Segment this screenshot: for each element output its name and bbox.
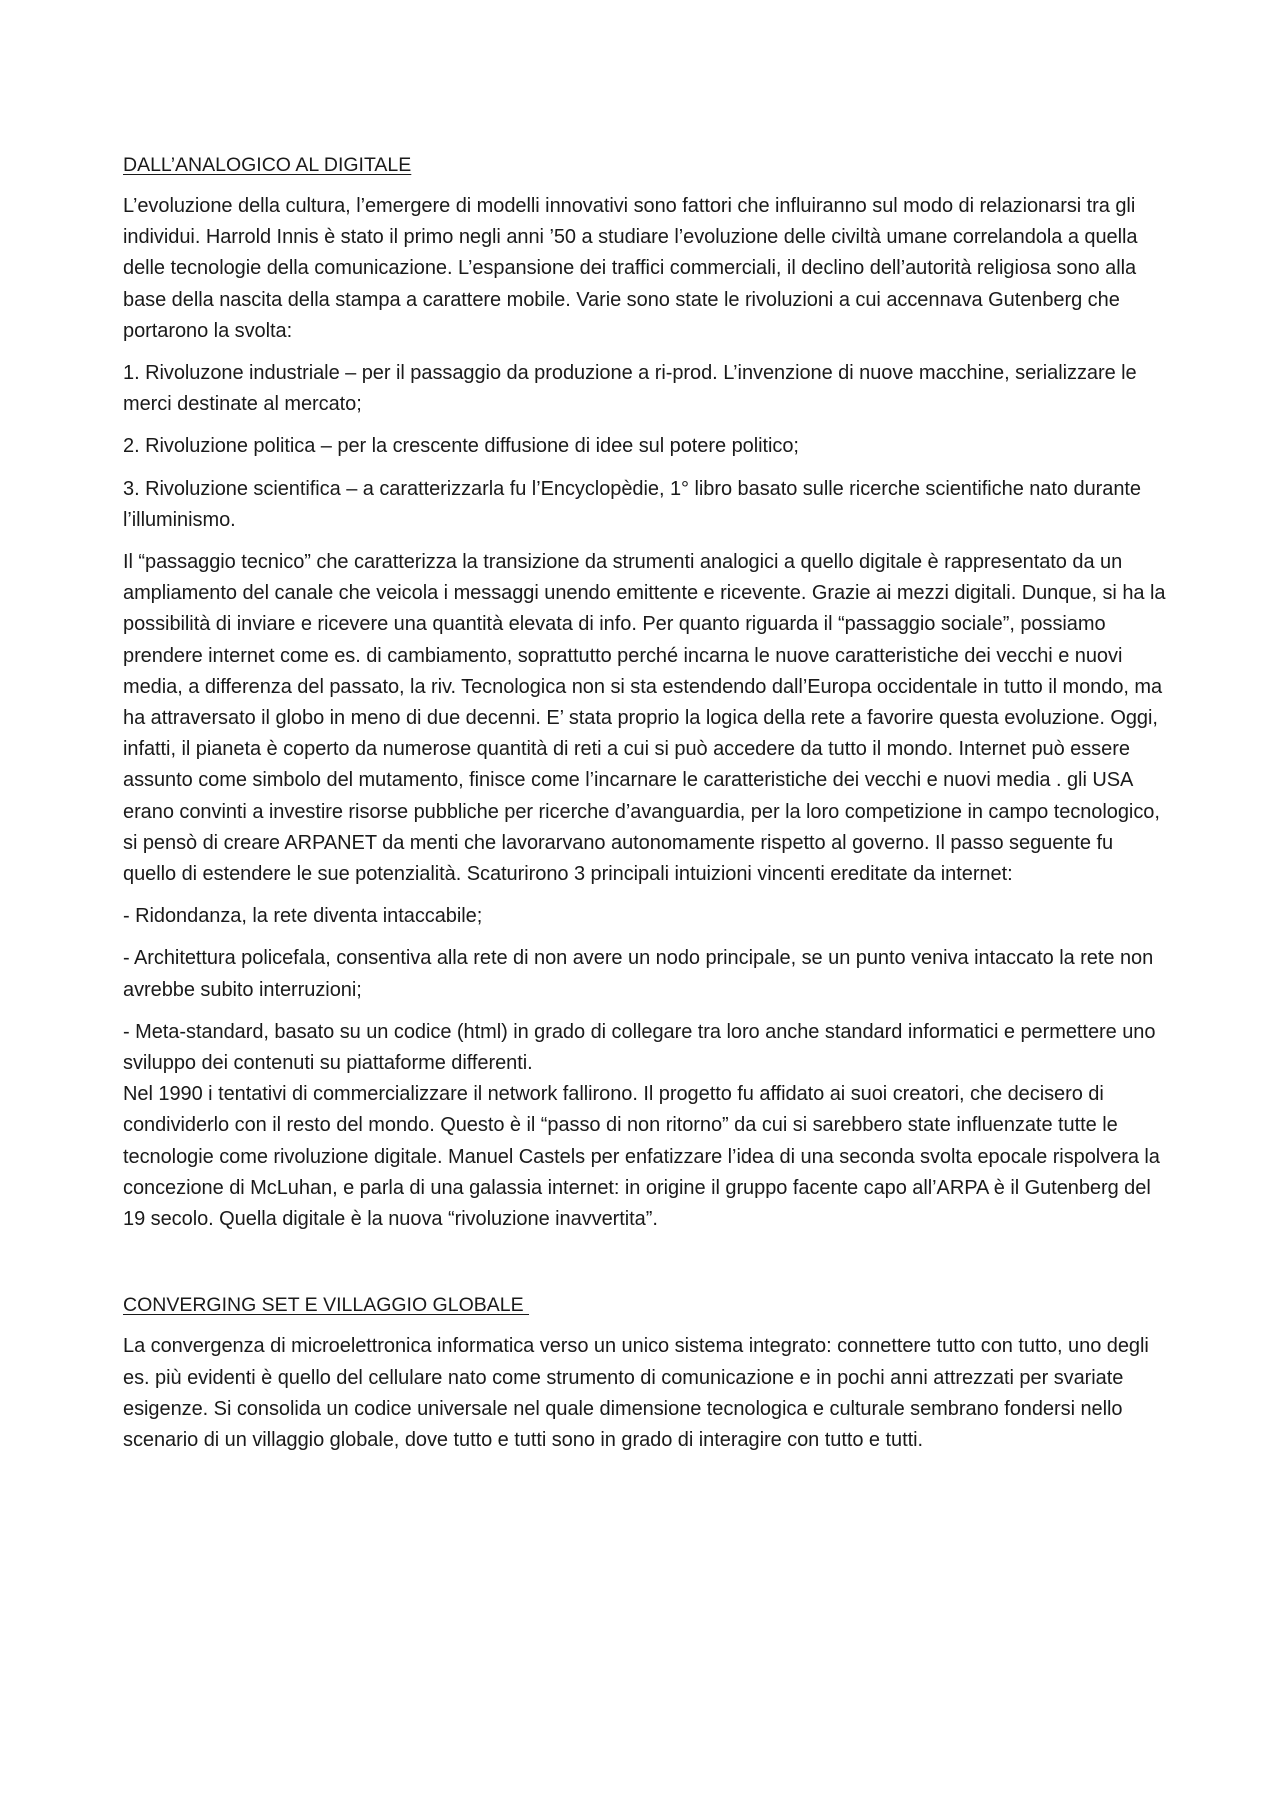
bullet-architettura-policefala: - Architettura policefala, consentiva alla rete di non avere un nodo principale, se un punto veniva intaccato la rete non avrebbe subito interruzioni;	[123, 947, 1154, 1001]
section-heading-converging-set: CONVERGING SET E VILLAGGIO GLOBALE	[123, 1294, 530, 1317]
list-item-rivoluzione-politica: 2. Rivoluzione politica – per la crescente diffusione di idee sul potere politico;	[123, 435, 799, 458]
section-heading-analogico-digitale: DALL’ANALOGICO AL DIGITALE	[123, 154, 412, 176]
bullet-ridondanza: - Ridondanza, la rete diventa intaccabile;	[123, 905, 483, 928]
bullet-meta-standard: - Meta-standard, basato su un codice (html) in grado di collegare tra loro anche standard informatici e permettere uno sviluppo dei contenuti su piattaforme differenti.	[123, 1020, 1156, 1075]
paragraph-1990: Nel 1990 i tentativi di commercializzare il network fallirono. Il progetto fu affidato ai suoi creatori, che decisero di condividerlo con il resto del mondo. Questo è il “passo di non ritorno” da cui si sarebbero state influenzate tutte le tecnologie come rivoluzione digitale. Manuel Castels per enfatizzare l’idea di una seconda svolta epocale rispolvera la concezione di McLuhan, e parla di una galassia internet: in origine il gruppo facente capo all’ARPA è il Gutenberg del 19 secolo. Quella digitale è la nuova “rivoluzione inavvertita”.	[123, 1083, 1160, 1231]
section-spacer	[123, 1246, 1168, 1290]
paragraph-convergenza: La convergenza di microelettronica informatica verso un unico sistema integrato: connettere tutto con tutto, uno degli es. più evidenti è quello del cellulare nato come strumento di comunicazione e in pochi anni attrezzati per svariate esigenze. Si consolida un codice universale nel quale dimensione tecnologica e culturale sembrano fondersi nello scenario di un villaggio globale, dove tutto e tutti sono in grado di interagire con tutto e tutti.	[123, 1335, 1149, 1451]
paragraph-intro: L’evoluzione della cultura, l’emergere di modelli innovativi sono fattori che influiranno sul modo di relazionarsi tra gli individui. Harrold Innis è stato il primo negli anni ’50 a studiare l’evoluzione delle civiltà umane correlandola a quella delle tecnologie della comunicazione. L’espansione dei traffici commerciali, il declino dell’autorità religiosa sono alla base della nascita della stampa a carattere mobile. Varie sono state le rivoluzioni a cui accennava Gutenberg che portarono la svolta:	[123, 195, 1138, 342]
list-item-rivoluzione-industriale: 1. Rivoluzone industriale – per il passaggio da produzione a ri-prod. L’invenzione di nuove macchine, serializzare le merci destinate al mercato;	[123, 362, 1137, 416]
list-item-rivoluzione-scientifica: 3. Rivoluzione scientifica – a caratterizzarla fu l’Encyclopèdie, 1° libro basato sulle ricerche scientifiche nato durante l’illuminismo.	[123, 477, 1141, 531]
document-page	[123, 150, 1168, 1467]
paragraph-passaggio-tecnico: Il “passaggio tecnico” che caratterizza la transizione da strumenti analogici a quello digitale è rappresentato da un ampliamento del canale che veicola i messaggi unendo emittente e ricevente. Grazie ai mezzi digitali. Dunque, si ha la possibilità di inviare e ricevere una quantità elevata di info. Per quanto riguarda il “passaggio sociale”, possiamo prendere internet come es. di cambiamento, soprattutto perché incarna le nuove caratteristiche dei vecchi e nuovi media, a differenza del passato, la riv. Tecnologica non si sta estendendo dall’Europa occidentale in tutto il mondo, ma ha attraversato il globo in meno di due decenni. E’ stata proprio la logica della rete a favorire questa evoluzione. Oggi, infatti, il pianeta è coperto da numerose quantità di reti a cui si può accedere da tutto il mondo. Internet può essere assunto come simbolo del mutamento, finisce come l’incarnare le caratteristiche dei vecchi e nuovi media . gli USA erano convinti a investire risorse pubbliche per ricerche d’avanguardia, per la loro competizione in campo tecnologico, si pensò di creare ARPANET da menti che lavorarvano autonomamente rispetto al governo. Il passo seguente fu quello di estendere le sue potenzialità. Scaturirono 3 principali intuizioni vincenti ereditate da internet:	[123, 551, 1166, 886]
